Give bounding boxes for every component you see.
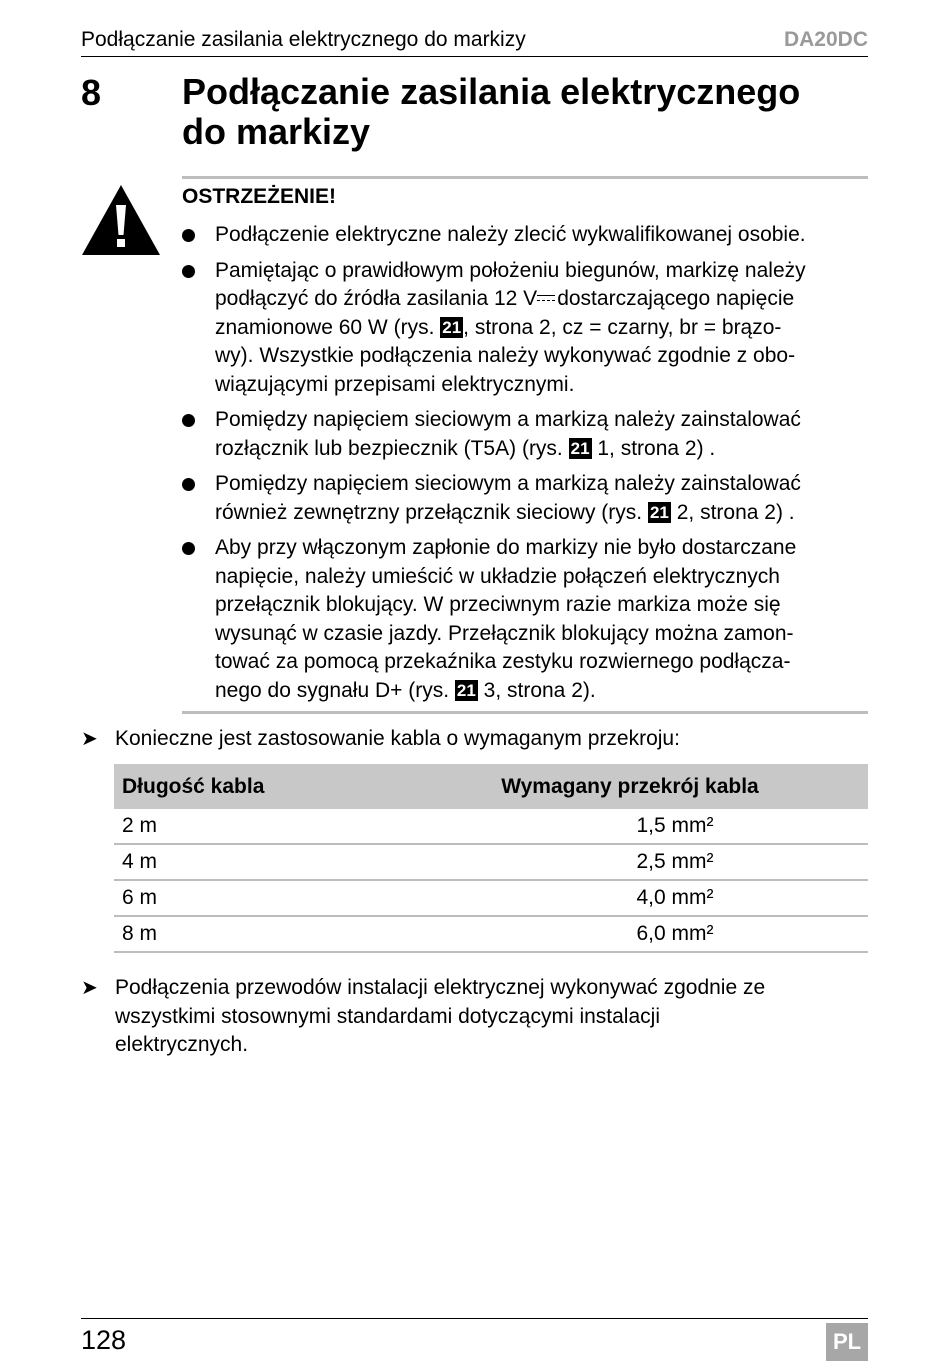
page-footer — [81, 1318, 868, 1361]
cell-length: 8 m — [114, 916, 392, 952]
table-header-length: Długość kabla — [114, 764, 392, 809]
cell-length: 4 m — [114, 844, 392, 880]
warning-text: również zewnętrzny przełącznik sieciowy (rys. 21 2, strona 2) . — [215, 500, 795, 524]
warning-text: wiązującymi przepisami elektrycznymi. — [215, 372, 575, 396]
warning-text: znamionowe 60 W (rys. 21, strona 2, cz = czarny, br = brązo- — [215, 315, 782, 339]
cell-section: 6,0 mm² — [392, 916, 868, 952]
warning-heading: OSTRZEŻENIE! — [182, 185, 337, 208]
warning-text: wysunąć w czasie jazdy. Przełącznik blokujący można zamon- — [215, 621, 794, 645]
bullet-dot-icon — [182, 414, 195, 427]
warning-item — [182, 470, 868, 527]
warning-text: napięcie, należy umieścić w układzie połączeń elektrycznych — [215, 564, 780, 588]
bullet-dot-icon — [182, 542, 195, 555]
warning-text: tować za pomocą przekaźnika zestyku rozwiernego podłącza- — [215, 650, 791, 673]
cell-section: 4,0 mm² — [392, 880, 868, 916]
dc-voltage-icon — [537, 293, 555, 303]
bullet-dot-icon — [182, 478, 195, 491]
chapter-number: 8 — [81, 72, 102, 113]
warning-item — [182, 221, 868, 250]
table-row — [114, 844, 868, 880]
page-header — [81, 26, 868, 57]
bullet-dot-icon — [182, 265, 195, 278]
table-row — [114, 809, 868, 844]
cell-length: 6 m — [114, 880, 392, 916]
cable-table — [114, 764, 868, 953]
warning-triangle-icon — [80, 183, 162, 257]
table-header-row — [114, 764, 868, 809]
chapter-title — [182, 72, 862, 152]
warning-item — [182, 534, 868, 705]
warning-text: Pomiędzy napięciem sieciowym a markizą należy zainstalować — [215, 472, 801, 495]
warning-text: wy). Wszystkie podłączenia należy wykonywać zgodnie z obo- — [215, 344, 796, 367]
warning-item — [182, 257, 868, 400]
language-badge: PL — [826, 1323, 868, 1361]
arrow-bullet-icon: ➤ — [81, 728, 98, 750]
instruction-text: Konieczne jest zastosowanie kabla o wymaganym przekroju: — [115, 727, 680, 750]
cell-section: 1,5 mm² — [392, 809, 868, 844]
warning-text: Aby przy włączonym zapłonie do markizy nie było dostarczane — [215, 536, 797, 559]
warning-text: przełącznik blokujący. W przeciwnym razie markiza może się — [215, 593, 781, 616]
warning-list — [182, 221, 868, 712]
warning-text: Podłączenie elektryczne należy zlecić wykwalifikowanej osobie. — [215, 223, 806, 246]
warning-text: Pamiętając o prawidłowym położeniu biegunów, markizę należy — [215, 258, 806, 282]
warning-text: nego do sygnału D+ (rys. 21 3, strona 2). — [215, 678, 596, 702]
chapter-title-line: do markizy — [182, 111, 371, 152]
model-name: DA20DC — [783, 28, 868, 51]
chapter-title-line: Podłączanie zasilania elektrycznego — [182, 71, 801, 112]
cell-section: 2,5 mm² — [392, 844, 868, 880]
page-number: 128 — [81, 1325, 127, 1355]
figure-reference: 21 — [570, 438, 590, 458]
instruction-text: Podłączenia przewodów instalacji elektrycznej wykonywać zgodnie ze wszystkimi stosownymi standardami dotyczącymi instalacji elektrycznych. — [115, 976, 766, 1056]
figure-reference: 21 — [456, 680, 476, 700]
figure-reference: 21 — [442, 317, 462, 337]
running-title: Podłączanie zasilania elektrycznego do markizy — [81, 28, 526, 51]
warning-box — [182, 176, 868, 714]
cell-length: 2 m — [114, 809, 392, 844]
figure-reference: 21 — [649, 502, 669, 522]
bullet-dot-icon — [182, 229, 195, 242]
arrow-bullet-icon: ➤ — [81, 977, 98, 999]
warning-text: rozłącznik lub bezpiecznik (T5A) (rys. 21 1, strona 2) . — [215, 436, 716, 460]
table-row — [114, 916, 868, 952]
table-header-section: Wymagany przekrój kabla — [392, 764, 868, 809]
warning-text: podłączyć do źródła zasilania 12 V dostarczającego napięcie — [215, 287, 795, 310]
table-row — [114, 880, 868, 916]
warning-text: Pomiędzy napięciem sieciowym a markizą należy zainstalować — [215, 408, 801, 431]
warning-item — [182, 406, 868, 463]
